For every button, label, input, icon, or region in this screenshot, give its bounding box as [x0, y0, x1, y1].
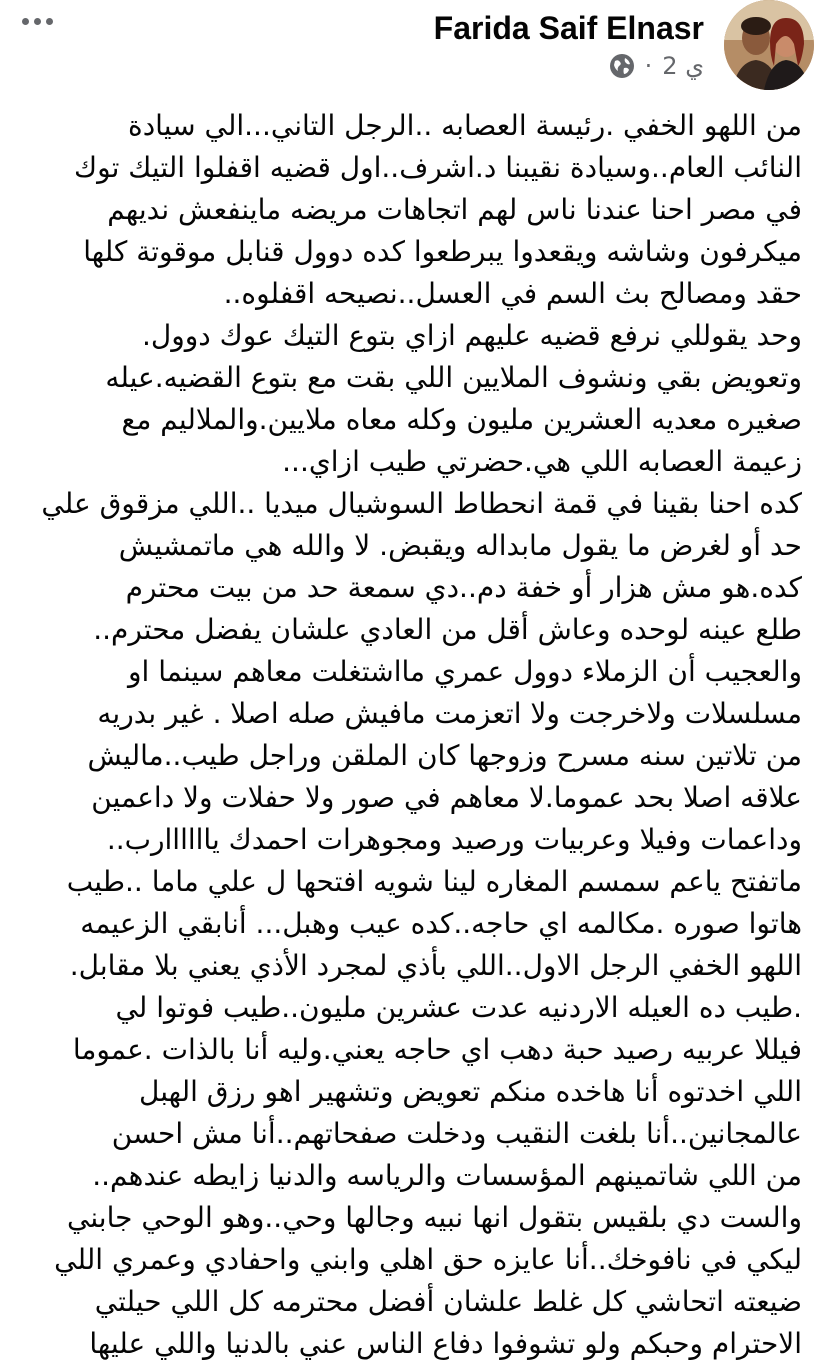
post-text-line: كده.هو مش هزار أو خفة دم..دي سمعة حد من بيت محترم: [125, 571, 802, 604]
post-header: [0, 0, 828, 96]
post-text-line: ضيعته اتحاشي كل غلط علشان أفضل محترمه كل اللي حيلتي: [94, 1285, 802, 1318]
post-text-line: من اللي شاتمينهم المؤسسات والرياسه والدنيا زايطه عندهم..: [92, 1159, 802, 1192]
more-options-icon-dot: [34, 18, 41, 25]
post-text-line: اللهو الخفي الرجل الاول..اللي بأذي لمجرد الأذي يعني بلا مقابل.: [69, 949, 802, 982]
post-text-line: الاحترام وحبكم ولو تشوفوا دفاع الناس عني بالدنيا واللي عليها: [89, 1327, 802, 1360]
post-text-line: زعيمة العصابه اللي هي.حضرتي طيب ازاي...: [282, 445, 802, 478]
post-text-line: صغيره معديه العشرين مليون وكله معاه ملايين.والملاليم مع: [121, 403, 802, 436]
post-text-line: كده احنا بقينا في قمة انحطاط السوشيال ميديا ..اللي مزقوق علي: [41, 487, 802, 520]
more-options-button[interactable]: [22, 18, 53, 25]
post-text-line: ليكي في نافوخك..أنا عايزه حق اهلي وابني واحفادي وعمري اللي: [54, 1243, 802, 1276]
globe-icon: [609, 53, 635, 79]
post-text-line: ميكرفون وشاشه ويقعدوا يبرطعوا كده دوول قنابل موقوتة كلها: [83, 235, 802, 268]
post-text-line: في مصر احنا عندنا ناس لهم اتجاهات مريضه ماينفعش نديهم: [107, 193, 802, 226]
post-text-line: اللي اخدتوه أنا هاخده منكم تعويض وتشهير اهو رزق الهبل: [139, 1075, 802, 1108]
post-text-line: فيللا عربيه رصيد حبة دهب اي حاجه يعني.وليه أنا بالذات .عموما: [72, 1033, 802, 1066]
post-text-line: النائب العام..وسيادة نقيبنا د.اشرف..اول قضيه اقفلوا التيك توك: [74, 151, 802, 184]
more-options-icon-dot: [46, 18, 53, 25]
post-text-line: حد أو لغرض ما يقول مابداله ويقبض. لا والله هي ماتمشيش: [118, 529, 802, 562]
post-text-line: والعجيب أن الزملاء دوول عمري مااشتغلت معاهم سينما او: [128, 655, 802, 688]
post-text-line: وحد يقوللي نرفع قضيه عليهم ازاي بتوع التيك عوك دوول.: [141, 319, 802, 352]
post-text-line: مسلسلات ولاخرجت ولا اتعزمت مافيش صله اصلا . غير بدريه: [97, 697, 802, 730]
post-text-line: وداعمات وفيلا وعربيات ورصيد ومجوهرات احمدك ياااااارب..: [106, 823, 802, 856]
avatar[interactable]: [724, 0, 814, 90]
post-text-line: .طيب ده العيله الاردنيه عدت عشرين مليون..طيب فوتوا لي: [115, 991, 802, 1024]
post-text-line: من تلاتين سنه مسرح وزوجها كان الملقن وراجل طيب..ماليش: [87, 739, 802, 772]
post-meta: [609, 52, 704, 80]
post-text-line: علاقه اصلا بحد عموما.لا معاهم في صور ولا حفلات ولا داعمين: [91, 781, 802, 814]
author-name[interactable]: Farida Saif Elnasr: [433, 10, 704, 46]
post-text-line: ماتفتح ياعم سمسم المغاره لينا شويه افتحها ل علي ماما ..طيب: [66, 865, 802, 898]
post-text-line: عالمجانين..أنا بلغت النقيب ودخلت صفحاتهم..أنا مش احسن: [111, 1117, 802, 1150]
post-text-line: من اللهو الخفي .رئيسة العصابه ..الرجل التاني...الي سيادة: [128, 109, 802, 142]
post-text-line: طلع عينه لوحده وعاش أقل من العادي علشان يفضل محترم..: [93, 613, 802, 646]
post-text-line: هاتوا صوره .مكالمه اي حاجه..كده عيب وهبل... أنابقي الزعيمه: [80, 907, 802, 940]
post-text-line: وتعويض بقي ونشوف الملايين اللي بقت مع بتوع القضيه.عيله: [105, 361, 802, 394]
post-time[interactable]: 2 ي: [662, 52, 704, 80]
meta-separator: ·: [644, 52, 653, 80]
post-text-line: والست دي بلقيس بتقول انها نبيه وجالها وحي..وهو الوحي جابني: [67, 1201, 802, 1234]
post-text-line: حقد ومصالح بث السم في العسل..نصيحه اقفلوه..: [223, 277, 802, 310]
more-options-icon: [22, 18, 29, 25]
avatar-photo: [724, 0, 814, 90]
